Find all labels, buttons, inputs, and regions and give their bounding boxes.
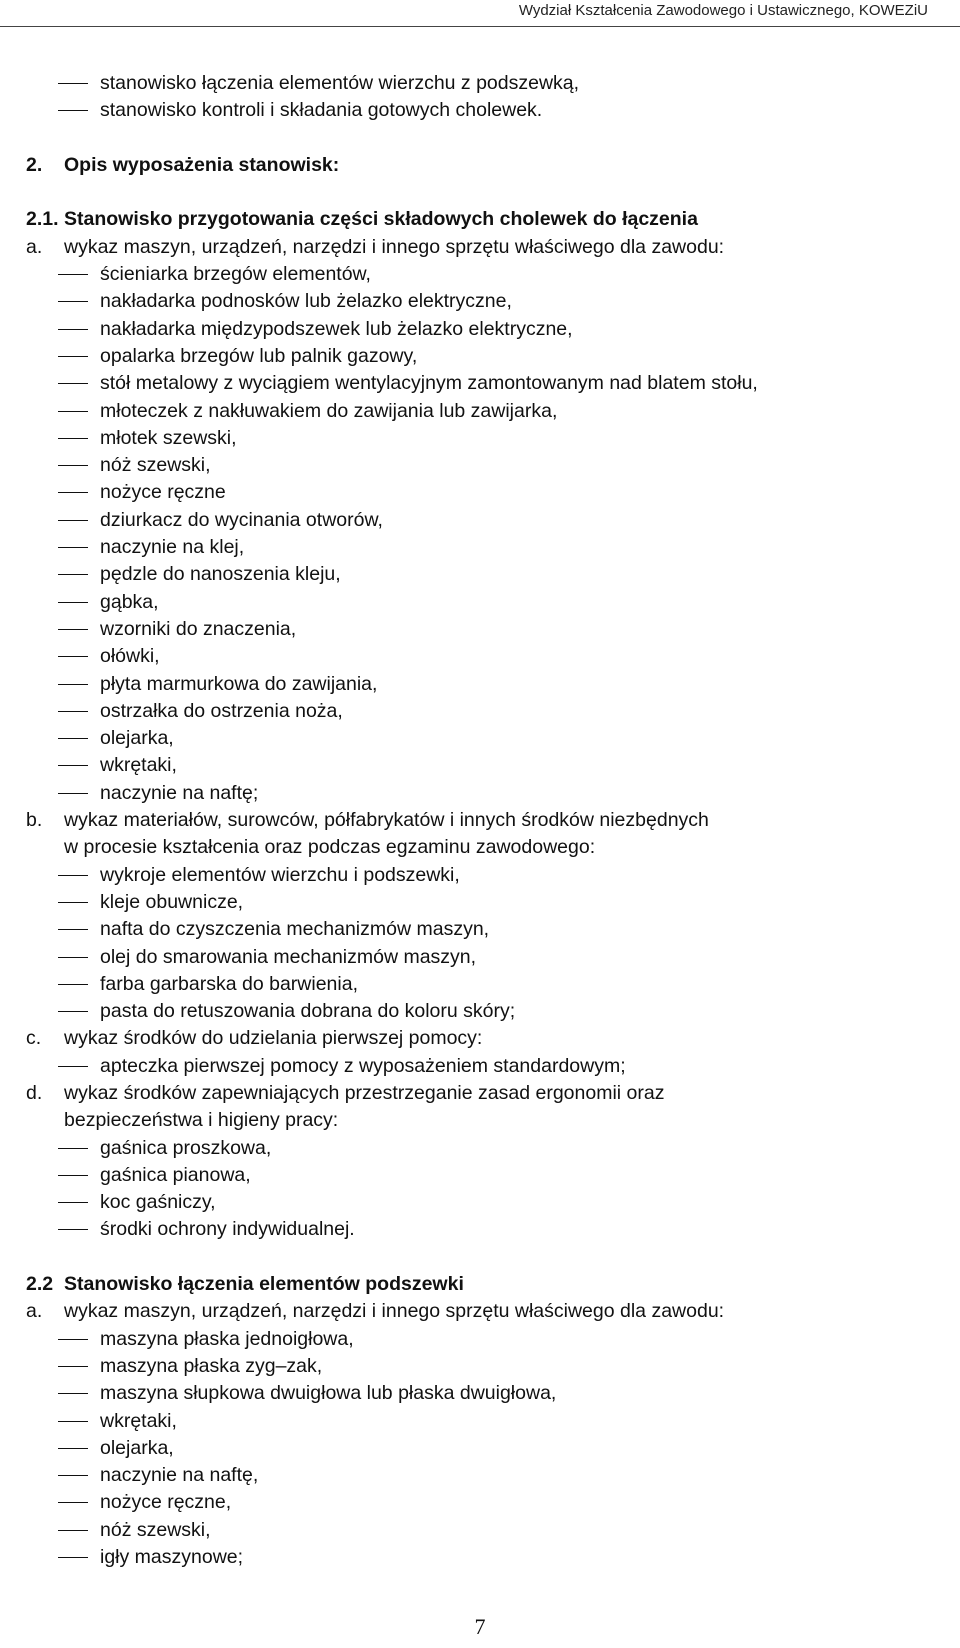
list-item: [26, 507, 936, 534]
dash-bullet-icon: [58, 492, 88, 493]
dash-bullet-icon: [58, 1393, 88, 1394]
list-intro: wykaz materiałów, surowców, półfabrykatów i innych środków niezbędnych: [64, 809, 709, 832]
equipment-list: [26, 261, 936, 807]
dash-bullet-icon: [58, 1229, 88, 1230]
header-text: Wydział Kształcenia Zawodowego i Ustawicznego, KOWEZiU: [518, 2, 928, 19]
list-item-text: nóż szewski,: [100, 1518, 211, 1541]
list-b-header: [26, 807, 936, 834]
list-item: [26, 862, 936, 889]
spacer: [26, 1244, 936, 1271]
list-item-text: ostrzałka do ostrzenia noża,: [100, 699, 343, 722]
list-item-text: gąbka,: [100, 590, 159, 613]
dash-bullet-icon: [58, 1502, 88, 1503]
dash-bullet-icon: [58, 329, 88, 330]
list-item-text: naczynie na naftę;: [100, 781, 259, 804]
list-item-text: koc gaśniczy,: [100, 1191, 216, 1214]
list-b-header-cont: [26, 834, 936, 861]
dash-bullet-icon: [58, 411, 88, 412]
dash-bullet-icon: [58, 1339, 88, 1340]
dash-bullet-icon: [58, 1557, 88, 1558]
dash-bullet-icon: [58, 684, 88, 685]
dash-bullet-icon: [58, 438, 88, 439]
list-item: [26, 1053, 936, 1080]
list-item: [26, 1380, 936, 1407]
list-item: [26, 425, 936, 452]
list-item: [26, 561, 936, 588]
page-header: [0, 0, 960, 27]
list-item: [26, 1462, 936, 1489]
list-item: [26, 1162, 936, 1189]
dash-bullet-icon: [58, 738, 88, 739]
list-item: [26, 780, 936, 807]
dash-bullet-icon: [58, 1421, 88, 1422]
list-item: [26, 698, 936, 725]
list-item-text: dziurkacz do wycinania otworów,: [100, 508, 383, 531]
section-title: Stanowisko przygotowania części składowych cholewek do łączenia: [64, 208, 698, 231]
list-item: [26, 261, 936, 288]
list-item-text: gaśnica proszkowa,: [100, 1136, 272, 1159]
dash-bullet-icon: [58, 1175, 88, 1176]
list-item-text: wkrętaki,: [100, 754, 177, 777]
list-item-text: nakładarka podnosków lub żelazko elektryczne,: [100, 290, 512, 313]
section-title: Opis wyposażenia stanowisk:: [64, 153, 340, 176]
list-item-text: naczynie na klej,: [100, 536, 245, 559]
document-body: [26, 70, 936, 1571]
list-item-text: młoteczek z nakłuwakiem do zawijania lub zawijarka,: [100, 399, 558, 422]
list-item: [26, 643, 936, 670]
list-d-header-cont: [26, 1107, 936, 1134]
dash-bullet-icon: [58, 301, 88, 302]
dash-bullet-icon: [58, 1011, 88, 1012]
list-item: [26, 1408, 936, 1435]
list-item: [26, 998, 936, 1025]
list-item-text: wzorniki do znaczenia,: [100, 617, 297, 640]
first-aid-list: [26, 1053, 936, 1080]
list-item-text: maszyna płaska jednoigłowa,: [100, 1327, 354, 1350]
list-intro-cont: w procesie kształcenia oraz podczas egzaminu zawodowego:: [64, 836, 596, 859]
list-item-text: maszyna płaska zyg–zak,: [100, 1354, 323, 1377]
list-item-text: nożyce ręczne: [100, 481, 226, 504]
section-number: 2.1.: [26, 208, 59, 231]
list-item: [26, 671, 936, 698]
dash-bullet-icon: [58, 793, 88, 794]
list-item-text: nakładarka międzypodszewek lub żelazko elektryczne,: [100, 317, 573, 340]
dash-bullet-icon: [58, 602, 88, 603]
list-item: [26, 343, 936, 370]
page-number: 7: [474, 1614, 486, 1639]
list-item-text: ołówki,: [100, 645, 160, 668]
dash-bullet-icon: [58, 1066, 88, 1067]
dash-bullet-icon: [58, 520, 88, 521]
list-item: [26, 97, 936, 124]
list-d-header: [26, 1080, 936, 1107]
dash-bullet-icon: [58, 1148, 88, 1149]
list-item: [26, 370, 936, 397]
list-item: [26, 70, 936, 97]
list-item-text: pasta do retuszowania dobrana do koloru skóry;: [100, 1000, 516, 1023]
dash-bullet-icon: [58, 274, 88, 275]
list-item-text: pędzle do nanoszenia kleju,: [100, 563, 341, 586]
list-item-text: ścieniarka brzegów elementów,: [100, 263, 371, 286]
list-item-text: farba garbarska do barwienia,: [100, 972, 358, 995]
list-item-text: opalarka brzegów lub palnik gazowy,: [100, 344, 418, 367]
list-item: [26, 1544, 936, 1571]
dash-bullet-icon: [58, 547, 88, 548]
list-item: [26, 1135, 936, 1162]
list-marker: b.: [26, 809, 43, 832]
dash-bullet-icon: [58, 929, 88, 930]
list-marker: d.: [26, 1081, 43, 1104]
list-item: [26, 1517, 936, 1544]
list-intro: wykaz maszyn, urządzeń, narzędzi i innego sprzętu właściwego dla zawodu:: [64, 1300, 725, 1323]
list-item: [26, 916, 936, 943]
dash-bullet-icon: [58, 383, 88, 384]
list-item-text: środki ochrony indywidualnej.: [100, 1218, 355, 1241]
list-item: [26, 1216, 936, 1243]
dash-bullet-icon: [58, 356, 88, 357]
list-item: [26, 752, 936, 779]
list-item: [26, 288, 936, 315]
list-item: [26, 1435, 936, 1462]
list-item-text: nożyce ręczne,: [100, 1491, 232, 1514]
list-item: [26, 589, 936, 616]
section-2-2-heading: [26, 1271, 936, 1298]
list-item: [26, 1326, 936, 1353]
list-item: [26, 889, 936, 916]
intro-list: [26, 70, 936, 125]
dash-bullet-icon: [58, 957, 88, 958]
list-item-text: wkrętaki,: [100, 1409, 177, 1432]
list-item-text: stanowisko łączenia elementów wierzchu z podszewką,: [100, 72, 580, 94]
list-c-header: [26, 1025, 936, 1052]
list-intro: wykaz środków do udzielania pierwszej pomocy:: [64, 1027, 483, 1050]
dash-bullet-icon: [58, 902, 88, 903]
list-item-text: płyta marmurkowa do zawijania,: [100, 672, 378, 695]
list-item: [26, 452, 936, 479]
list-item: [26, 971, 936, 998]
list-item: [26, 944, 936, 971]
dash-bullet-icon: [58, 656, 88, 657]
list-item-text: olejarka,: [100, 727, 174, 750]
list-item-text: apteczka pierwszej pomocy z wyposażeniem standardowym;: [100, 1054, 626, 1077]
list-marker: a.: [26, 1300, 43, 1323]
dash-bullet-icon: [58, 1202, 88, 1203]
dash-bullet-icon: [58, 110, 88, 111]
dash-bullet-icon: [58, 1448, 88, 1449]
list-intro-cont: bezpieczeństwa i higieny pracy:: [64, 1109, 339, 1132]
list-item-text: młotek szewski,: [100, 426, 237, 449]
section-number: 2.: [26, 153, 43, 176]
list-a-header: [26, 234, 936, 261]
list-item-text: nafta do czyszczenia mechanizmów maszyn,: [100, 918, 490, 941]
list-2-2-a-header: [26, 1298, 936, 1325]
list-item: [26, 725, 936, 752]
list-item: [26, 616, 936, 643]
list-item-text: naczynie na naftę,: [100, 1464, 259, 1487]
section-2-1-heading: [26, 206, 936, 233]
dash-bullet-icon: [58, 574, 88, 575]
dash-bullet-icon: [58, 465, 88, 466]
list-item: [26, 1489, 936, 1516]
list-item-text: maszyna słupkowa dwuigłowa lub płaska dwuigłowa,: [100, 1382, 557, 1405]
dash-bullet-icon: [58, 711, 88, 712]
dash-bullet-icon: [58, 1475, 88, 1476]
spacer: [26, 125, 936, 152]
materials-list: [26, 862, 936, 1026]
list-item-text: kleje obuwnicze,: [100, 890, 244, 913]
dash-bullet-icon: [58, 984, 88, 985]
dash-bullet-icon: [58, 765, 88, 766]
dash-bullet-icon: [58, 83, 88, 84]
dash-bullet-icon: [58, 875, 88, 876]
dash-bullet-icon: [58, 1366, 88, 1367]
list-intro: wykaz środków zapewniających przestrzeganie zasad ergonomii oraz: [64, 1081, 665, 1104]
list-marker: a.: [26, 235, 43, 258]
list-item: [26, 398, 936, 425]
list-item-text: gaśnica pianowa,: [100, 1163, 251, 1186]
list-intro: wykaz maszyn, urządzeń, narzędzi i innego sprzętu właściwego dla zawodu:: [64, 235, 725, 258]
section-title: Stanowisko łączenia elementów podszewki: [64, 1273, 464, 1296]
list-item: [26, 479, 936, 506]
list-item-text: wykroje elementów wierzchu i podszewki,: [100, 863, 460, 886]
dash-bullet-icon: [58, 629, 88, 630]
list-item: [26, 1353, 936, 1380]
section-2-heading: [26, 152, 936, 179]
list-item-text: nóż szewski,: [100, 454, 211, 477]
list-item: [26, 316, 936, 343]
section-number: 2.2: [26, 1273, 54, 1296]
list-item-text: olejarka,: [100, 1436, 174, 1459]
list-item-text: stół metalowy z wyciągiem wentylacyjnym zamontowanym nad blatem stołu,: [100, 372, 758, 395]
list-item: [26, 534, 936, 561]
spacer: [26, 179, 936, 206]
machines-list: [26, 1326, 936, 1572]
list-item: [26, 1189, 936, 1216]
dash-bullet-icon: [58, 1530, 88, 1531]
list-item-text: stanowisko kontroli i składania gotowych cholewek.: [100, 99, 543, 122]
list-marker: c.: [26, 1027, 42, 1050]
list-item-text: igły maszynowe;: [100, 1546, 244, 1569]
list-item-text: olej do smarowania mechanizmów maszyn,: [100, 945, 477, 968]
safety-list: [26, 1135, 936, 1244]
